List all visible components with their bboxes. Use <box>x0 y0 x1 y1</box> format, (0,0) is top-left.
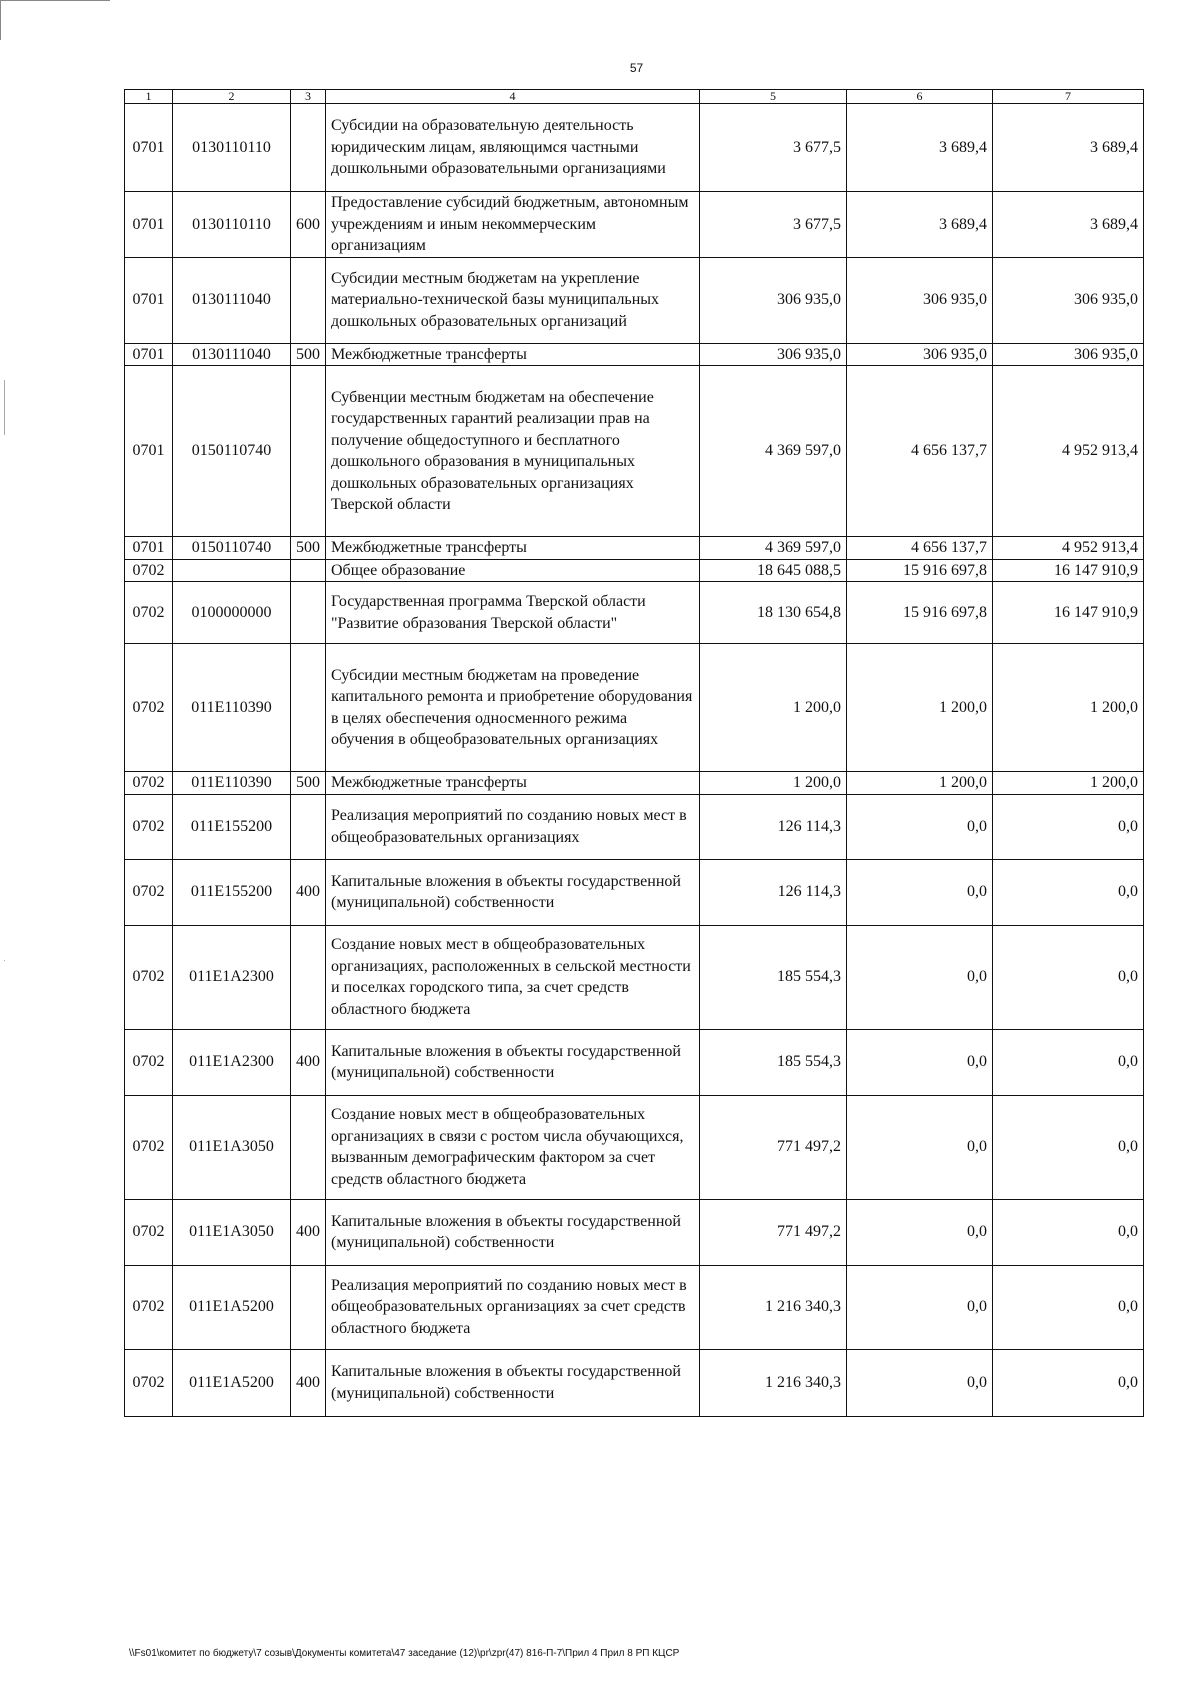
amount-col6: 0,0 <box>847 1095 993 1199</box>
amount-col6: 15 916 697,8 <box>847 559 993 582</box>
amount-col7: 0,0 <box>993 925 1144 1029</box>
expense-type-code <box>291 257 326 343</box>
target-article-code: 0100000000 <box>173 582 291 644</box>
target-article-code: 011E1A2300 <box>173 925 291 1029</box>
expense-type-code <box>291 1095 326 1199</box>
column-number: 4 <box>326 90 700 104</box>
amount-col6: 4 656 137,7 <box>847 537 993 560</box>
expense-type-code: 400 <box>291 1349 326 1416</box>
section-code: 0702 <box>125 1349 173 1416</box>
target-article-code: 011E1A2300 <box>173 1029 291 1095</box>
amount-col7: 4 952 913,4 <box>993 366 1144 537</box>
column-number: 5 <box>700 90 847 104</box>
table-row <box>125 257 1144 343</box>
amount-col7: 4 952 913,4 <box>993 537 1144 560</box>
section-code: 0702 <box>125 1029 173 1095</box>
amount-col5: 3 677,5 <box>700 192 847 258</box>
table-row <box>125 794 1144 859</box>
table-row <box>125 1095 1144 1199</box>
amount-col6: 4 656 137,7 <box>847 366 993 537</box>
table-row <box>125 582 1144 644</box>
section-code: 0702 <box>125 582 173 644</box>
amount-col6: 3 689,4 <box>847 192 993 258</box>
amount-col5: 4 369 597,0 <box>700 366 847 537</box>
expense-type-code: 500 <box>291 772 326 795</box>
expense-type-code <box>291 794 326 859</box>
target-article-code: 011E1A3050 <box>173 1095 291 1199</box>
amount-col6: 0,0 <box>847 1199 993 1265</box>
expense-type-code: 400 <box>291 1199 326 1265</box>
amount-col5: 18 130 654,8 <box>700 582 847 644</box>
column-number: 7 <box>993 90 1144 104</box>
amount-col5: 1 216 340,3 <box>700 1265 847 1349</box>
table-row <box>125 559 1144 582</box>
amount-col7: 3 689,4 <box>993 192 1144 258</box>
page-number: 57 <box>629 61 644 75</box>
amount-col6: 0,0 <box>847 1029 993 1095</box>
amount-col6: 306 935,0 <box>847 257 993 343</box>
expense-type-code: 400 <box>291 1029 326 1095</box>
item-name: Субсидии местным бюджетам на укрепление материально-технической базы муниципальных дошкольных образовательных организаций <box>326 257 700 343</box>
target-article-code <box>173 559 291 582</box>
target-article-code: 011E110390 <box>173 644 291 772</box>
column-number: 6 <box>847 90 993 104</box>
amount-col7: 1 200,0 <box>993 644 1144 772</box>
amount-col7: 0,0 <box>993 859 1144 925</box>
amount-col5: 18 645 088,5 <box>700 559 847 582</box>
expense-type-code <box>291 925 326 1029</box>
amount-col5: 1 200,0 <box>700 644 847 772</box>
target-article-code: 0130111040 <box>173 343 291 366</box>
target-article-code: 011E110390 <box>173 772 291 795</box>
amount-col5: 771 497,2 <box>700 1199 847 1265</box>
amount-col5: 771 497,2 <box>700 1095 847 1199</box>
amount-col7: 16 147 910,9 <box>993 582 1144 644</box>
amount-col5: 126 114,3 <box>700 794 847 859</box>
amount-col6: 0,0 <box>847 859 993 925</box>
item-name: Создание новых мест в общеобразовательных организациях, расположенных в сельской местности и поселках городского типа, за счет средств областного бюджета <box>326 925 700 1029</box>
amount-col5: 3 677,5 <box>700 104 847 192</box>
amount-col7: 306 935,0 <box>993 343 1144 366</box>
table-row <box>125 1265 1144 1349</box>
table-row <box>125 537 1144 560</box>
amount-col5: 185 554,3 <box>700 1029 847 1095</box>
amount-col7: 0,0 <box>993 1349 1144 1416</box>
section-code: 0702 <box>125 644 173 772</box>
expense-type-code <box>291 366 326 537</box>
expense-type-code <box>291 104 326 192</box>
expense-type-code <box>291 644 326 772</box>
item-name: Капитальные вложения в объекты государственной (муниципальной) собственности <box>326 859 700 925</box>
section-code: 0701 <box>125 104 173 192</box>
expense-type-code: 500 <box>291 343 326 366</box>
item-name: Создание новых мест в общеобразовательных организациях в связи с ростом числа обучающихся, вызванным демографическим фактором за счет средств областного бюджета <box>326 1095 700 1199</box>
table-row <box>125 104 1144 192</box>
item-name: Реализация мероприятий по созданию новых мест в общеобразовательных организациях <box>326 794 700 859</box>
table-row <box>125 343 1144 366</box>
expense-type-code <box>291 1265 326 1349</box>
amount-col6: 306 935,0 <box>847 343 993 366</box>
table-row <box>125 366 1144 537</box>
target-article-code: 0150110740 <box>173 366 291 537</box>
table-row <box>125 1199 1144 1265</box>
section-code: 0702 <box>125 1265 173 1349</box>
column-number: 3 <box>291 90 326 104</box>
amount-col6: 0,0 <box>847 925 993 1029</box>
expense-type-code: 400 <box>291 859 326 925</box>
amount-col6: 0,0 <box>847 794 993 859</box>
item-name: Межбюджетные трансферты <box>326 772 700 795</box>
section-code: 0701 <box>125 537 173 560</box>
item-name: Капитальные вложения в объекты государственной (муниципальной) собственности <box>326 1199 700 1265</box>
footer-file-path: \\Fs01\комитет по бюджету\7 созыв\Документы комитета\47 заседание (12)\pr\zpr(47) 816-П-7\Прил 4 Прил 8 РП КЦСР <box>129 1648 680 1659</box>
amount-col6: 0,0 <box>847 1265 993 1349</box>
amount-col5: 185 554,3 <box>700 925 847 1029</box>
target-article-code: 011E1A3050 <box>173 1199 291 1265</box>
section-code: 0702 <box>125 925 173 1029</box>
table-row <box>125 859 1144 925</box>
section-code: 0701 <box>125 343 173 366</box>
amount-col6: 15 916 697,8 <box>847 582 993 644</box>
amount-col7: 0,0 <box>993 794 1144 859</box>
amount-col5: 306 935,0 <box>700 343 847 366</box>
expense-type-code <box>291 582 326 644</box>
target-article-code: 011E155200 <box>173 859 291 925</box>
amount-col7: 16 147 910,9 <box>993 559 1144 582</box>
item-name: Капитальные вложения в объекты государственной (муниципальной) собственности <box>326 1029 700 1095</box>
section-code: 0702 <box>125 559 173 582</box>
section-code: 0702 <box>125 859 173 925</box>
amount-col5: 1 200,0 <box>700 772 847 795</box>
amount-col7: 0,0 <box>993 1199 1144 1265</box>
target-article-code: 011E155200 <box>173 794 291 859</box>
item-name: Межбюджетные трансферты <box>326 537 700 560</box>
item-name: Межбюджетные трансферты <box>326 343 700 366</box>
amount-col5: 4 369 597,0 <box>700 537 847 560</box>
item-name: Субсидии местным бюджетам на проведение капитального ремонта и приобретение оборудования в целях обеспечения односменного режима обучения в общеобразовательных организациях <box>326 644 700 772</box>
item-name: Субсидии на образовательную деятельность юридическим лицам, являющимся частными дошкольными образовательными организациями <box>326 104 700 192</box>
target-article-code: 0130110110 <box>173 192 291 258</box>
amount-col7: 0,0 <box>993 1029 1144 1095</box>
amount-col5: 1 216 340,3 <box>700 1349 847 1416</box>
amount-col5: 306 935,0 <box>700 257 847 343</box>
amount-col7: 0,0 <box>993 1095 1144 1199</box>
target-article-code: 011E1A5200 <box>173 1265 291 1349</box>
amount-col7: 3 689,4 <box>993 104 1144 192</box>
section-code: 0702 <box>125 794 173 859</box>
expense-type-code <box>291 559 326 582</box>
expense-type-code: 500 <box>291 537 326 560</box>
target-article-code: 0130111040 <box>173 257 291 343</box>
section-code: 0702 <box>125 1199 173 1265</box>
table-row <box>125 1029 1144 1095</box>
item-name: Общее образование <box>326 559 700 582</box>
section-code: 0701 <box>125 257 173 343</box>
amount-col6: 1 200,0 <box>847 772 993 795</box>
item-name: Предоставление субсидий бюджетным, автономным учреждениям и иным некоммерческим организациям <box>326 192 700 258</box>
table-row <box>125 925 1144 1029</box>
amount-col7: 0,0 <box>993 1265 1144 1349</box>
section-code: 0701 <box>125 192 173 258</box>
target-article-code: 0130110110 <box>173 104 291 192</box>
amount-col7: 1 200,0 <box>993 772 1144 795</box>
target-article-code: 0150110740 <box>173 537 291 560</box>
table-row <box>125 1349 1144 1416</box>
table-row <box>125 192 1144 258</box>
item-name: Субвенции местным бюджетам на обеспечение государственных гарантий реализации прав на получение общедоступного и бесплатного дошкольного образования в муниципальных дошкольных образовательных организациях Тверской области <box>326 366 700 537</box>
amount-col6: 0,0 <box>847 1349 993 1416</box>
column-number: 1 <box>125 90 173 104</box>
item-name: Капитальные вложения в объекты государственной (муниципальной) собственности <box>326 1349 700 1416</box>
column-number-row <box>125 90 1144 104</box>
amount-col7: 306 935,0 <box>993 257 1144 343</box>
section-code: 0702 <box>125 1095 173 1199</box>
item-name: Реализация мероприятий по созданию новых мест в общеобразовательных организациях за счет средств областного бюджета <box>326 1265 700 1349</box>
amount-col5: 126 114,3 <box>700 859 847 925</box>
amount-col6: 1 200,0 <box>847 644 993 772</box>
item-name: Государственная программа Тверской области "Развитие образования Тверской области" <box>326 582 700 644</box>
section-code: 0701 <box>125 366 173 537</box>
expense-type-code: 600 <box>291 192 326 258</box>
amount-col6: 3 689,4 <box>847 104 993 192</box>
table-row <box>125 772 1144 795</box>
column-number: 2 <box>173 90 291 104</box>
budget-table <box>124 89 1144 1417</box>
section-code: 0702 <box>125 772 173 795</box>
target-article-code: 011E1A5200 <box>173 1349 291 1416</box>
table-row <box>125 644 1144 772</box>
